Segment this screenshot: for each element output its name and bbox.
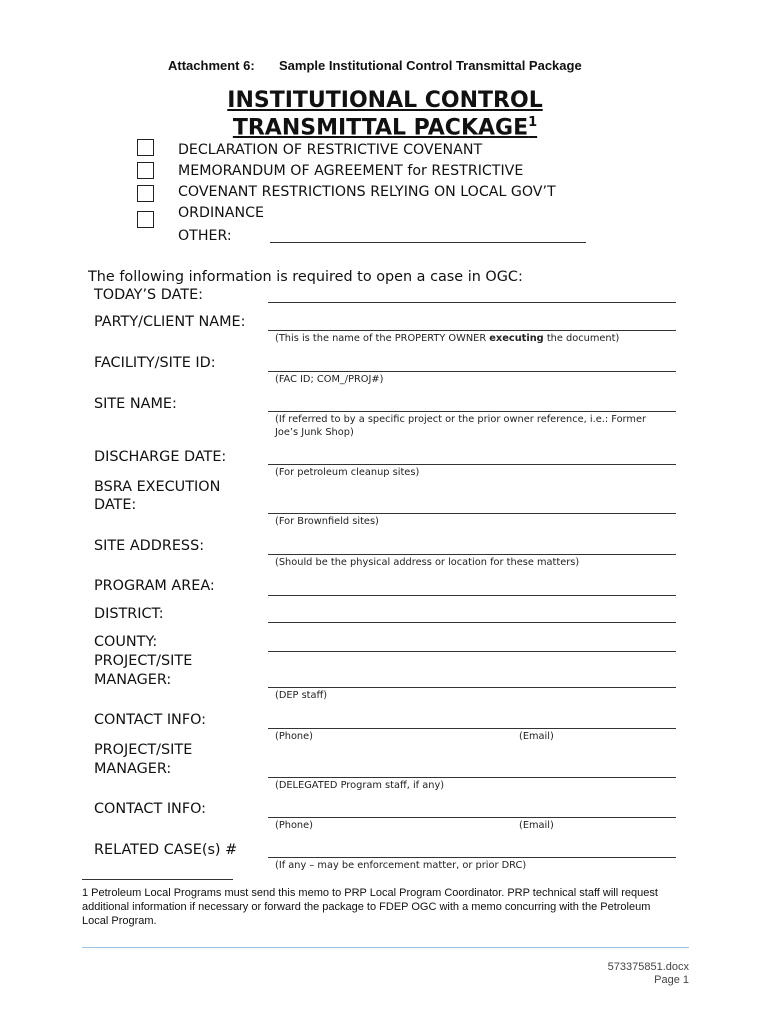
hint-party-post: the document) xyxy=(543,333,620,344)
hint-bsra: (For Brownfield sites) xyxy=(275,516,379,527)
document-title-line2 xyxy=(0,115,770,140)
hint-contact-2-phone: (Phone) xyxy=(275,820,313,831)
footnote-line3: Local Program. xyxy=(82,915,157,927)
label-site-address: SITE ADDRESS: xyxy=(94,538,205,554)
hint-contact-1-email: (Email) xyxy=(519,731,554,742)
input-county[interactable] xyxy=(268,651,676,652)
label-contact-info-2: CONTACT INFO: xyxy=(94,801,207,817)
hint-party-bold: executing xyxy=(489,333,544,344)
label-contact-info-1: CONTACT INFO: xyxy=(94,712,207,728)
label-county: COUNTY: xyxy=(94,634,158,650)
hint-party-client xyxy=(275,332,675,345)
hint-site-name-line2: Joe’s Junk Shop) xyxy=(275,427,354,438)
input-bsra-date[interactable] xyxy=(268,513,676,514)
footnote-separator xyxy=(82,879,233,880)
input-facility-id[interactable] xyxy=(268,371,676,372)
footnote-reference: 1 xyxy=(528,115,538,130)
checkbox-declaration[interactable] xyxy=(137,139,154,156)
attachment-title: Sample Institutional Control Transmittal Package xyxy=(279,58,582,73)
hint-discharge-date: (For petroleum cleanup sites) xyxy=(275,467,420,478)
page-footer-rule xyxy=(82,947,689,948)
option-other-label: OTHER: xyxy=(178,228,232,244)
document-title-line1: INSTITUTIONAL CONTROL xyxy=(227,88,543,113)
input-contact-info-2[interactable] xyxy=(268,817,676,818)
input-site-name[interactable] xyxy=(268,411,676,412)
input-district[interactable] xyxy=(268,622,676,623)
label-party-client: PARTY/CLIENT NAME: xyxy=(94,314,246,330)
label-district: DISTRICT: xyxy=(94,606,164,622)
footnote-line2: additional information if necessary or forward the package to FDEP OGC with a memo concurring with the Petroleum xyxy=(82,901,651,913)
hint-site-name-line1: (If referred to by a specific project or the prior owner reference, i.e.: Former xyxy=(275,414,647,425)
option-memorandum-line2: COVENANT RESTRICTIONS RELYING ON LOCAL GOV’T xyxy=(178,184,556,200)
input-program-area[interactable] xyxy=(268,595,676,596)
hint-project-site-manager-1: (DEP staff) xyxy=(275,690,328,701)
label-program-area: PROGRAM AREA: xyxy=(94,578,215,594)
checkbox-memorandum[interactable] xyxy=(137,162,154,179)
hint-contact-1-phone: (Phone) xyxy=(275,731,313,742)
label-project-site-manager-1-line2: MANAGER: xyxy=(94,672,172,688)
input-related-cases[interactable] xyxy=(268,857,676,858)
attachment-label: Attachment 6: xyxy=(168,58,255,73)
input-discharge-date[interactable] xyxy=(268,464,676,465)
input-site-address[interactable] xyxy=(268,554,676,555)
input-contact-info-1[interactable] xyxy=(268,728,676,729)
option-memorandum-line3: ORDINANCE xyxy=(178,205,264,221)
hint-facility-id: (FAC ID; COM_/PROJ#) xyxy=(275,374,384,385)
option-memorandum-line1: MEMORANDUM OF AGREEMENT for RESTRICTIVE xyxy=(178,163,524,179)
footnote-line1: 1 Petroleum Local Programs must send this memo to PRP Local Program Coordinator. PRP technical staff will request xyxy=(82,887,658,899)
label-related-cases: RELATED CASE(s) # xyxy=(94,842,238,858)
label-project-site-manager-1-line1: PROJECT/SITE xyxy=(94,653,193,669)
label-bsra-line2: DATE: xyxy=(94,497,137,513)
hint-site-address: (Should be the physical address or location for these matters) xyxy=(275,557,580,568)
input-project-site-manager-2[interactable] xyxy=(268,777,676,778)
hint-contact-2-email: (Email) xyxy=(519,820,554,831)
input-project-site-manager-1[interactable] xyxy=(268,687,676,688)
label-bsra-line1: BSRA EXECUTION xyxy=(94,479,221,495)
footer-page-number: Page 1 xyxy=(654,974,689,986)
checkbox-other[interactable] xyxy=(137,211,154,228)
hint-party-pre: (This is the name of the PROPERTY OWNER xyxy=(275,333,490,344)
other-input-line[interactable] xyxy=(270,242,586,243)
label-discharge-date: DISCHARGE DATE: xyxy=(94,449,227,465)
hint-related-cases: (If any – may be enforcement matter, or prior DRC) xyxy=(275,860,527,871)
footer-filename: 573375851.docx xyxy=(607,961,689,973)
intro-text: The following information is required to open a case in OGC: xyxy=(88,269,523,285)
hint-project-site-manager-2: (DELEGATED Program staff, if any) xyxy=(275,780,445,791)
label-site-name: SITE NAME: xyxy=(94,396,177,412)
document-title-line2-text: TRANSMITTAL PACKAGE xyxy=(232,115,529,141)
label-project-site-manager-2-line2: MANAGER: xyxy=(94,761,172,777)
option-declaration: DECLARATION OF RESTRICTIVE COVENANT xyxy=(178,142,483,158)
label-todays-date: TODAY’S DATE: xyxy=(94,287,204,303)
input-party-client[interactable] xyxy=(268,330,676,331)
label-facility-id: FACILITY/SITE ID: xyxy=(94,355,216,371)
label-project-site-manager-2-line1: PROJECT/SITE xyxy=(94,742,193,758)
input-todays-date[interactable] xyxy=(268,302,676,303)
checkbox-covenant-restrictions[interactable] xyxy=(137,185,154,202)
